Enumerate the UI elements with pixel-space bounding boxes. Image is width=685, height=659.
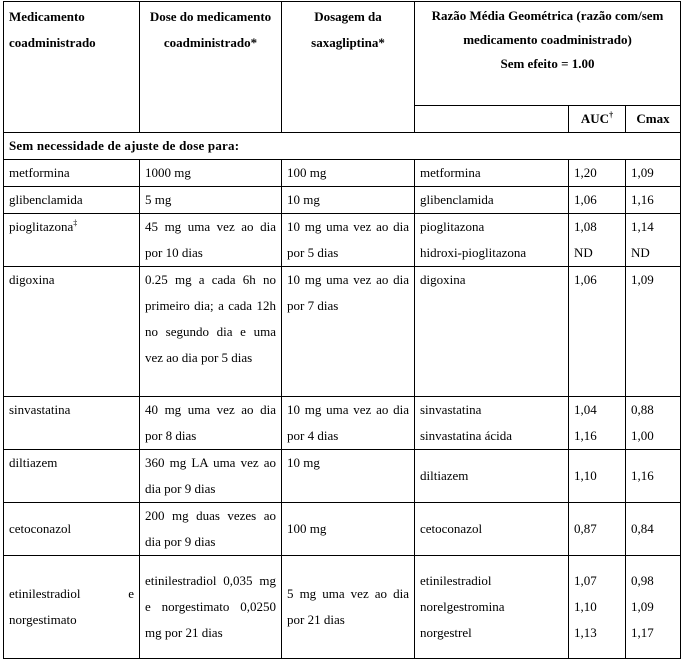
drug-cell xyxy=(4,214,140,267)
table-row xyxy=(4,450,681,503)
drug-cell xyxy=(4,267,140,397)
auc-cell: 1,20 xyxy=(569,160,626,187)
dose-cell: 45 mg uma vez ao dia por 10 dias xyxy=(140,214,282,267)
header-no-effect: Sem efeito = 1.00 xyxy=(500,56,595,71)
analyte-cell: cetoconazol xyxy=(415,503,569,556)
cmax-value: 0,98 xyxy=(631,573,654,588)
saxa-cell: 100 mg xyxy=(282,160,415,187)
drug-cell xyxy=(4,160,140,187)
dose-cell: etinilestradiol 0,035 mg e norgestimato 0,0250 mg por 21 dias xyxy=(140,556,282,659)
cmax-cell: 1,16 xyxy=(626,450,681,503)
auc-value: 1,13 xyxy=(574,625,597,640)
table-row xyxy=(4,160,681,187)
table-row xyxy=(4,187,681,214)
analyte-name: sinvastatina xyxy=(420,402,482,417)
interaction-table xyxy=(3,1,681,659)
dose-cell: 5 mg xyxy=(140,187,282,214)
auc-cell xyxy=(569,397,626,450)
auc-value: 1,08 xyxy=(574,219,597,234)
cmax-value: 1,14 xyxy=(631,219,654,234)
analyte-cell xyxy=(415,397,569,450)
section-row xyxy=(4,133,681,160)
drug-name: diltiazem xyxy=(9,455,58,470)
table-row xyxy=(4,556,681,659)
cmax-value: 1,09 xyxy=(631,599,654,614)
cmax-value: 1,17 xyxy=(631,625,654,640)
drug-name: metformina xyxy=(9,165,70,180)
header-auc-footnote-mark: † xyxy=(609,110,614,120)
saxa-cell: 10 mg xyxy=(282,450,415,503)
drug-name: glibenclamida xyxy=(9,192,83,207)
cmax-cell: 1,09 xyxy=(626,160,681,187)
header-coadministered-dose: Dose do medicamento coadministrado* xyxy=(140,2,282,133)
header-geometric-mean-ratio xyxy=(415,2,681,106)
dose-cell: 40 mg uma vez ao dia por 8 dias xyxy=(140,397,282,450)
cmax-value: 0,88 xyxy=(631,402,654,417)
cmax-cell xyxy=(626,556,681,659)
auc-cell: 1,06 xyxy=(569,187,626,214)
analyte-cell: glibenclamida xyxy=(415,187,569,214)
header-saxagliptin-dose: Dosagem da saxagliptina* xyxy=(282,2,415,133)
saxa-cell: 10 mg uma vez ao dia por 5 dias xyxy=(282,214,415,267)
drug-name: sinvastatina xyxy=(9,402,71,417)
drug-cell xyxy=(4,450,140,503)
auc-cell xyxy=(569,214,626,267)
auc-value: 1,07 xyxy=(574,573,597,588)
header-ratio-description: Razão Média Geométrica (razão com/sem medicamento coadministrado) xyxy=(431,8,664,47)
dose-cell: 200 mg duas vezes ao dia por 9 dias xyxy=(140,503,282,556)
analyte-name: norelgestromina xyxy=(420,599,505,614)
cmax-cell xyxy=(626,397,681,450)
header-empty-analyte xyxy=(415,106,569,133)
drug-cell xyxy=(4,556,140,659)
drug-name: cetoconazol xyxy=(9,521,72,536)
drug-footnote-mark: ‡ xyxy=(73,218,78,228)
analyte-cell xyxy=(415,556,569,659)
cmax-cell: 0,84 xyxy=(626,503,681,556)
saxa-cell: 10 mg uma vez ao dia por 7 dias xyxy=(282,267,415,397)
auc-cell: 0,87 xyxy=(569,503,626,556)
table-row xyxy=(4,503,681,556)
cmax-cell: 1,09 xyxy=(626,267,681,397)
table-row xyxy=(4,397,681,450)
drug-cell xyxy=(4,397,140,450)
analyte-name: etinilestradiol xyxy=(420,573,492,588)
analyte-cell xyxy=(415,214,569,267)
analyte-name: sinvastatina ácida xyxy=(420,428,513,443)
cmax-value: ND xyxy=(631,245,650,260)
analyte-cell: digoxina xyxy=(415,267,569,397)
section-title: Sem necessidade de ajuste de dose para: xyxy=(4,133,681,160)
drug-name: digoxina xyxy=(9,272,55,287)
dose-cell: 1000 mg xyxy=(140,160,282,187)
drug-cell xyxy=(4,187,140,214)
drug-name: pioglitazona xyxy=(9,219,74,234)
table-row xyxy=(4,267,681,397)
table-row xyxy=(4,214,681,267)
auc-value: 1,16 xyxy=(574,428,597,443)
analyte-cell: metformina xyxy=(415,160,569,187)
analyte-name: pioglitazona xyxy=(420,219,485,234)
header-auc-label: AUC xyxy=(580,111,610,126)
drug-cell xyxy=(4,503,140,556)
auc-value: 1,10 xyxy=(574,599,597,614)
auc-value: ND xyxy=(574,245,593,260)
cmax-cell xyxy=(626,214,681,267)
analyte-name: hidroxi-pioglitazona xyxy=(420,245,527,260)
saxa-cell: 100 mg xyxy=(282,503,415,556)
cmax-value: 1,00 xyxy=(631,428,654,443)
drug-name: etinilestradiol e norgestimato xyxy=(9,586,134,627)
auc-cell: 1,10 xyxy=(569,450,626,503)
auc-value: 1,04 xyxy=(574,402,597,417)
auc-cell xyxy=(569,556,626,659)
cmax-cell: 1,16 xyxy=(626,187,681,214)
saxa-cell: 10 mg xyxy=(282,187,415,214)
saxa-cell: 10 mg uma vez ao dia por 4 dias xyxy=(282,397,415,450)
dose-cell: 360 mg LA uma vez ao dia por 9 dias xyxy=(140,450,282,503)
header-row xyxy=(4,2,681,106)
analyte-cell: diltiazem xyxy=(415,450,569,503)
auc-cell: 1,06 xyxy=(569,267,626,397)
dose-cell: 0.25 mg a cada 6h no primeiro dia; a cada 12h no segundo dia e uma vez ao dia por 5 dias xyxy=(140,267,282,397)
header-auc xyxy=(569,106,626,133)
analyte-name: norgestrel xyxy=(420,625,472,640)
header-cmax: Cmax xyxy=(626,106,681,133)
saxa-cell: 5 mg uma vez ao dia por 21 dias xyxy=(282,556,415,659)
header-coadministered-drug: Medicamento coadministrado xyxy=(4,2,140,133)
